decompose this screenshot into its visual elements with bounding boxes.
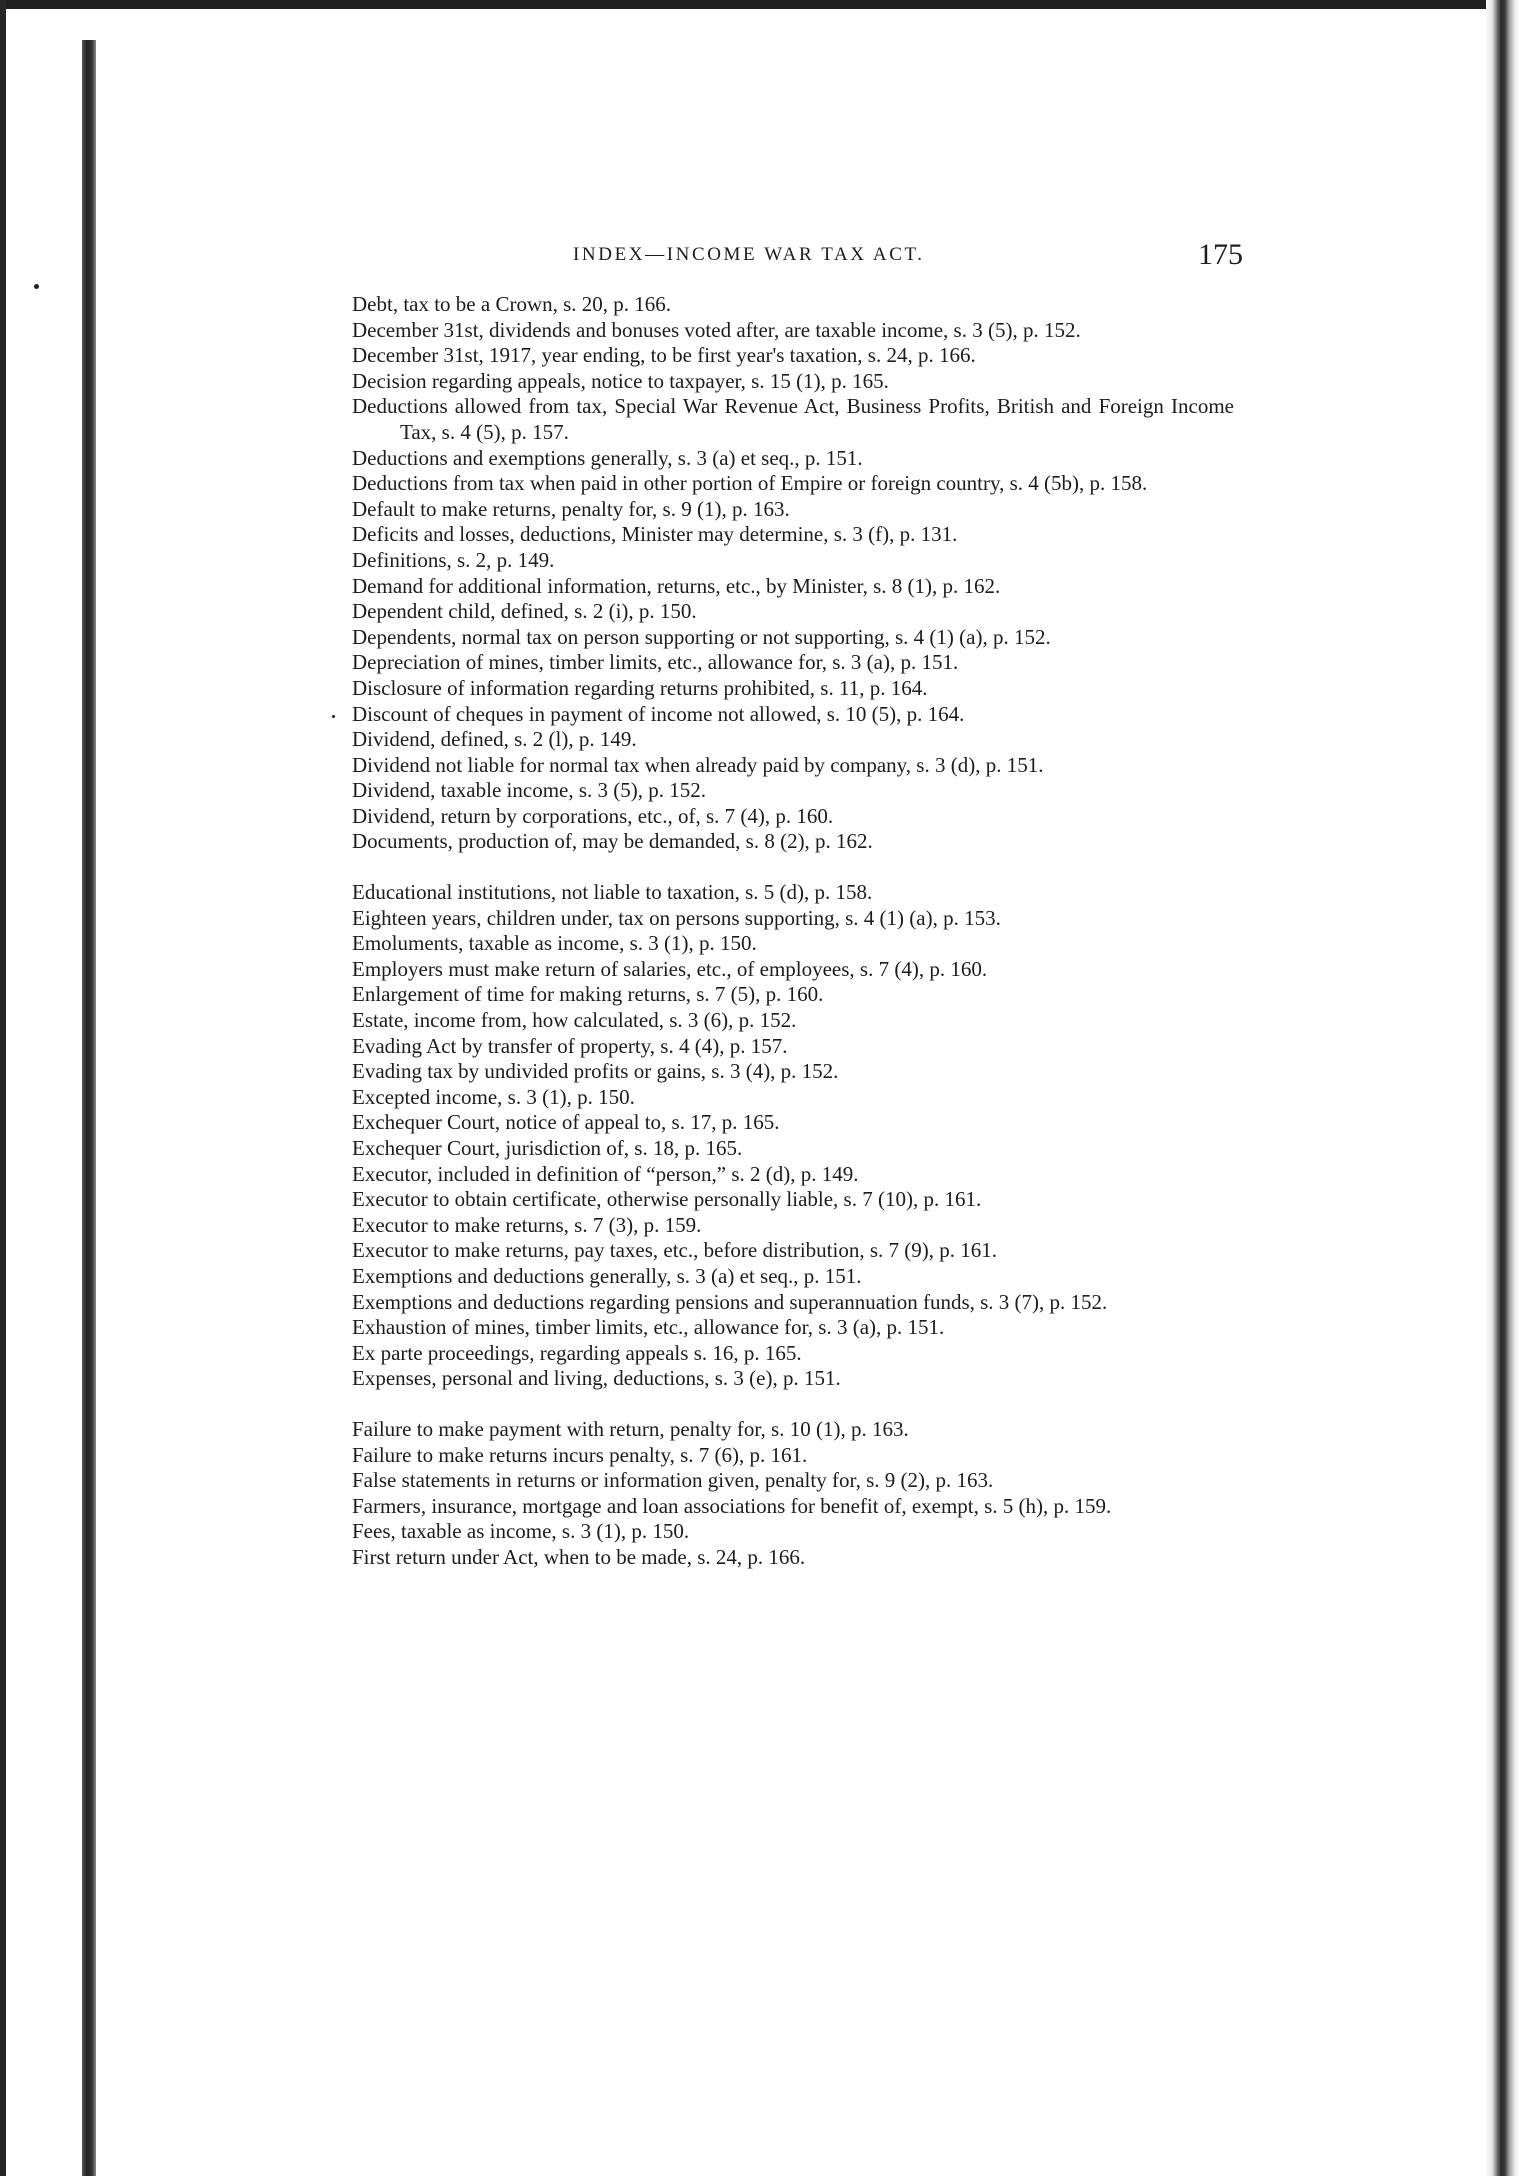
index-entry: Failure to make returns incurs penalty, s. 7 (6), p. 161. (352, 1442, 808, 1467)
index-entry: Evading tax by undivided profits or gains, s. 3 (4), p. 152. (352, 1059, 839, 1084)
index-entry: Exhaustion of mines, timber limits, etc., allowance for, s. 3 (a), p. 151. (352, 1315, 945, 1340)
index-entry: Fees, taxable as income, s. 3 (1), p. 150. (352, 1519, 690, 1544)
index-entry: Ex parte proceedings, regarding appeals s. 16, p. 165. (352, 1340, 802, 1365)
index-entry: Disclosure of information regarding returns prohibited, s. 11, p. 164. (352, 675, 928, 700)
index-entry: December 31st, dividends and bonuses voted after, are taxable income, s. 3 (5), p. 152. (352, 317, 1081, 342)
scan-left-edge (0, 0, 6, 2176)
index-entry: Employers must make return of salaries, etc., of employees, s. 7 (4), p. 160. (352, 956, 988, 981)
index-entry: Decision regarding appeals, notice to taxpayer, s. 15 (1), p. 165. (352, 368, 889, 393)
index-entry: Emoluments, taxable as income, s. 3 (1), p. 150. (352, 931, 757, 956)
index-letter-group (352, 1417, 1234, 1571)
index-entry: Executor to make returns, s. 7 (3), p. 159. (352, 1212, 702, 1237)
page-header (573, 238, 1243, 274)
index-entry: Executor, included in definition of “person,” s. 2 (d), p. 149. (352, 1161, 859, 1186)
index-entry: Dividend, defined, s. 2 (l), p. 149. (352, 727, 637, 752)
index-entry: Evading Act by transfer of property, s. 4 (4), p. 157. (352, 1033, 788, 1058)
page-number: 175 (1198, 238, 1243, 271)
index-entry: Enlargement of time for making returns, s. 7 (5), p. 160. (352, 982, 824, 1007)
index-entry: Discount of cheques in payment of income not allowed, s. 10 (5), p. 164. (352, 701, 965, 726)
index-entry: Farmers, insurance, mortgage and loan associations for benefit of, exempt, s. 5 (h), p. 159. (352, 1493, 1112, 1518)
index-entry: Depreciation of mines, timber limits, etc., allowance for, s. 3 (a), p. 151. (352, 650, 959, 675)
index-entry: Dividend, return by corporations, etc., of, s. 7 (4), p. 160. (352, 803, 834, 828)
index-entry: First return under Act, when to be made, s. 24, p. 166. (352, 1544, 806, 1569)
index-entry: Estate, income from, how calculated, s. 3 (6), p. 152. (352, 1008, 797, 1033)
index-letter-group (352, 292, 1234, 855)
index-entry: Dependent child, defined, s. 2 (i), p. 150. (352, 599, 697, 624)
index-entry: Expenses, personal and living, deductions, s. 3 (e), p. 151. (352, 1366, 841, 1391)
index-entry: Executor to obtain certificate, otherwise personally liable, s. 7 (10), p. 161. (352, 1187, 982, 1212)
index-entry: Executor to make returns, pay taxes, etc., before distribution, s. 7 (9), p. 161. (352, 1238, 997, 1263)
index-entry: Exemptions and deductions regarding pensions and superannuation funds, s. 3 (7), p. 152. (352, 1289, 1108, 1314)
book-spine-edge (82, 40, 96, 2176)
letter-group-gap (352, 1392, 1234, 1417)
index-entry: Dividend not liable for normal tax when already paid by company, s. 3 (d), p. 151. (352, 752, 1044, 777)
index-entry: Eighteen years, children under, tax on persons supporting, s. 4 (1) (a), p. 153. (352, 905, 1001, 930)
index-entry: Documents, production of, may be demanded, s. 8 (2), p. 162. (352, 829, 873, 854)
letter-group-gap (352, 855, 1234, 880)
index-entry: Default to make returns, penalty for, s. 9 (1), p. 163. (352, 496, 790, 521)
index-entry: Educational institutions, not liable to taxation, s. 5 (d), p. 158. (352, 880, 873, 905)
index-entry: Deductions allowed from tax, Special War Revenue Act, Business Profits, British and Foreign Income Tax, s. 4 (5), p. 157. (352, 394, 1234, 444)
index-entry: December 31st, 1917, year ending, to be first year's taxation, s. 24, p. 166. (352, 343, 976, 368)
index-entry: Exchequer Court, notice of appeal to, s. 17, p. 165. (352, 1110, 780, 1135)
index-letter-group (352, 880, 1234, 1392)
index-entry: Dividend, taxable income, s. 3 (5), p. 152. (352, 778, 707, 803)
index-entry: Exchequer Court, jurisdiction of, s. 18, p. 165. (352, 1136, 743, 1160)
scan-speck (34, 284, 39, 289)
index-entry: Definitions, s. 2, p. 149. (352, 547, 555, 572)
scan-top-edge (0, 0, 1520, 9)
running-head: INDEX—INCOME WAR TAX ACT. (573, 244, 925, 265)
index-entry: Exemptions and deductions generally, s. 3 (a) et seq., p. 151. (352, 1263, 862, 1288)
index-entry: Failure to make payment with return, penalty for, s. 10 (1), p. 163. (352, 1416, 909, 1441)
scan-right-edge (1486, 0, 1520, 2176)
index-entry: False statements in returns or information given, penalty for, s. 9 (2), p. 163. (352, 1468, 994, 1493)
index-entry: Excepted income, s. 3 (1), p. 150. (352, 1084, 635, 1109)
scan-speck (332, 715, 335, 718)
index-entry: Deficits and losses, deductions, Minister may determine, s. 3 (f), p. 131. (352, 522, 958, 547)
index-entry: Demand for additional information, returns, etc., by Minister, s. 8 (1), p. 162. (352, 573, 1001, 598)
index-entry: Dependents, normal tax on person supporting or not supporting, s. 4 (1) (a), p. 152. (352, 624, 1051, 649)
index-entry: Debt, tax to be a Crown, s. 20, p. 166. (352, 292, 672, 316)
index-entry: Deductions from tax when paid in other portion of Empire or foreign country, s. 4 (5b), p. 158. (352, 471, 1148, 496)
index-entry: Deductions and exemptions generally, s. 3 (a) et seq., p. 151. (352, 445, 863, 470)
index-entries (352, 292, 1234, 1571)
